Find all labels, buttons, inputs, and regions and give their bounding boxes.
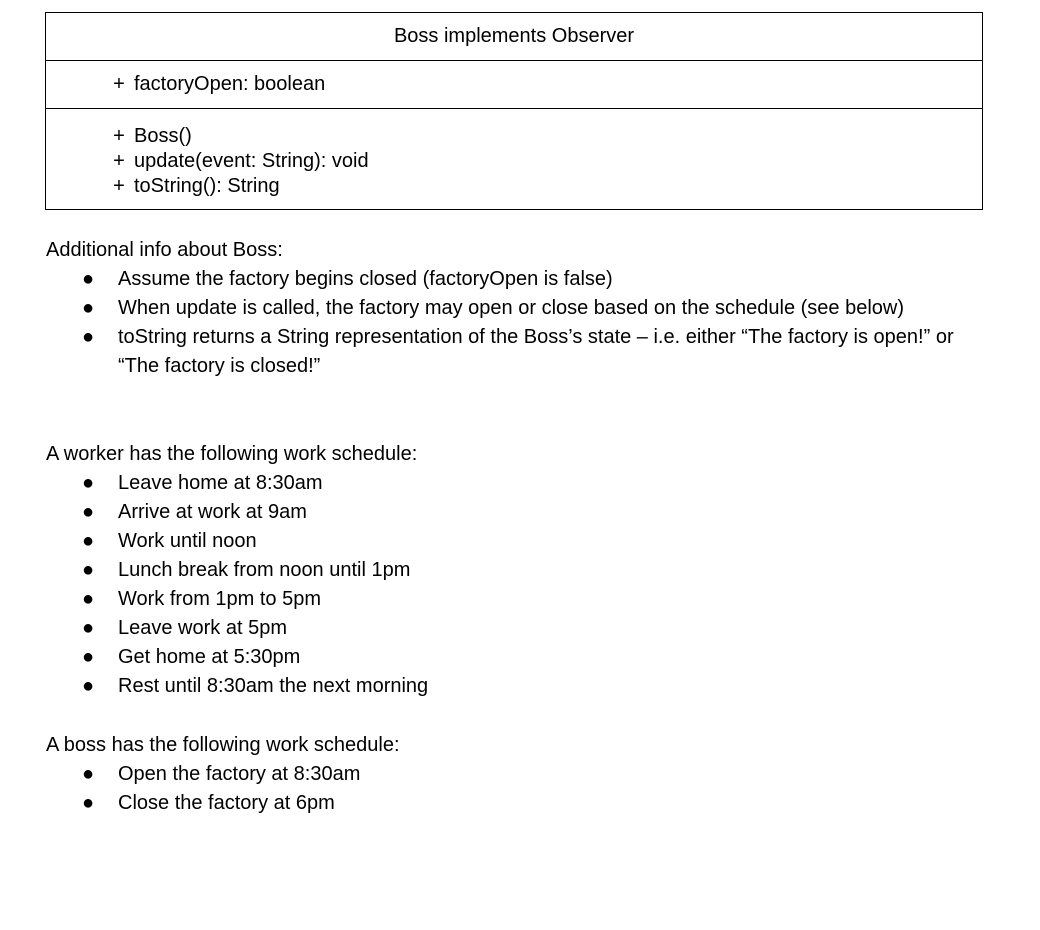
list-item: ● Arrive at work at 9am: [46, 498, 966, 527]
bullet-icon: ●: [82, 617, 95, 639]
uml-method: [46, 174, 982, 199]
uml-method: [46, 124, 982, 149]
method-signature: Boss(): [134, 124, 192, 147]
worker-schedule-heading: A worker has the following work schedule:: [46, 443, 418, 465]
worker-schedule-section: [46, 440, 966, 701]
list-item: ● Leave work at 5pm: [46, 614, 966, 643]
list-item: ● Work from 1pm to 5pm: [46, 585, 966, 614]
method-signature: update(event: String): void: [134, 149, 369, 172]
list-item: ● Close the factory at 6pm: [46, 789, 966, 818]
worker-schedule-list: [46, 469, 966, 701]
uml-method: [46, 149, 982, 174]
visibility-marker: +: [113, 149, 125, 172]
boss-schedule-heading: A boss has the following work schedule:: [46, 734, 400, 756]
bullet-icon: ●: [82, 472, 95, 494]
bullet-icon: ●: [82, 646, 95, 668]
uml-attribute: [46, 72, 982, 97]
list-item: ● toString returns a String representation of the Boss’s state – i.e. either “The factory is open!” or “The factory is closed!”: [46, 323, 966, 381]
bullet-icon: ●: [82, 268, 95, 290]
bullet-icon: ●: [82, 792, 95, 814]
visibility-marker: +: [113, 124, 125, 147]
visibility-marker: +: [113, 73, 125, 95]
bullet-icon: ●: [82, 559, 95, 581]
bullet-icon: ●: [82, 530, 95, 552]
attribute-signature: factoryOpen: boolean: [134, 73, 326, 95]
bullet-icon: ●: [82, 588, 95, 610]
list-item: ● Assume the factory begins closed (factoryOpen is false): [46, 265, 966, 294]
bullet-icon: ●: [82, 675, 95, 697]
additional-info-list: [46, 265, 966, 381]
list-item: ● Leave home at 8:30am: [46, 469, 966, 498]
uml-class-name: Boss implements Observer: [46, 13, 983, 61]
uml-methods-section: [46, 109, 983, 210]
boss-schedule-list: [46, 760, 966, 818]
list-item: ● Get home at 5:30pm: [46, 643, 966, 672]
bullet-icon: ●: [82, 763, 95, 785]
list-item: ● Work until noon: [46, 527, 966, 556]
method-signature: toString(): String: [134, 174, 280, 197]
visibility-marker: +: [113, 174, 125, 197]
uml-attributes-section: [46, 61, 983, 109]
additional-info-section: [46, 236, 966, 381]
bullet-icon: ●: [82, 326, 95, 348]
uml-class-diagram: [45, 12, 983, 210]
list-item: ● When update is called, the factory may open or close based on the schedule (see below): [46, 294, 966, 323]
list-item: ● Rest until 8:30am the next morning: [46, 672, 966, 701]
list-item: ● Open the factory at 8:30am: [46, 760, 966, 789]
bullet-icon: ●: [82, 297, 95, 319]
list-item: ● Lunch break from noon until 1pm: [46, 556, 966, 585]
boss-schedule-section: [46, 731, 966, 818]
additional-info-heading: Additional info about Boss:: [46, 239, 283, 261]
bullet-icon: ●: [82, 501, 95, 523]
